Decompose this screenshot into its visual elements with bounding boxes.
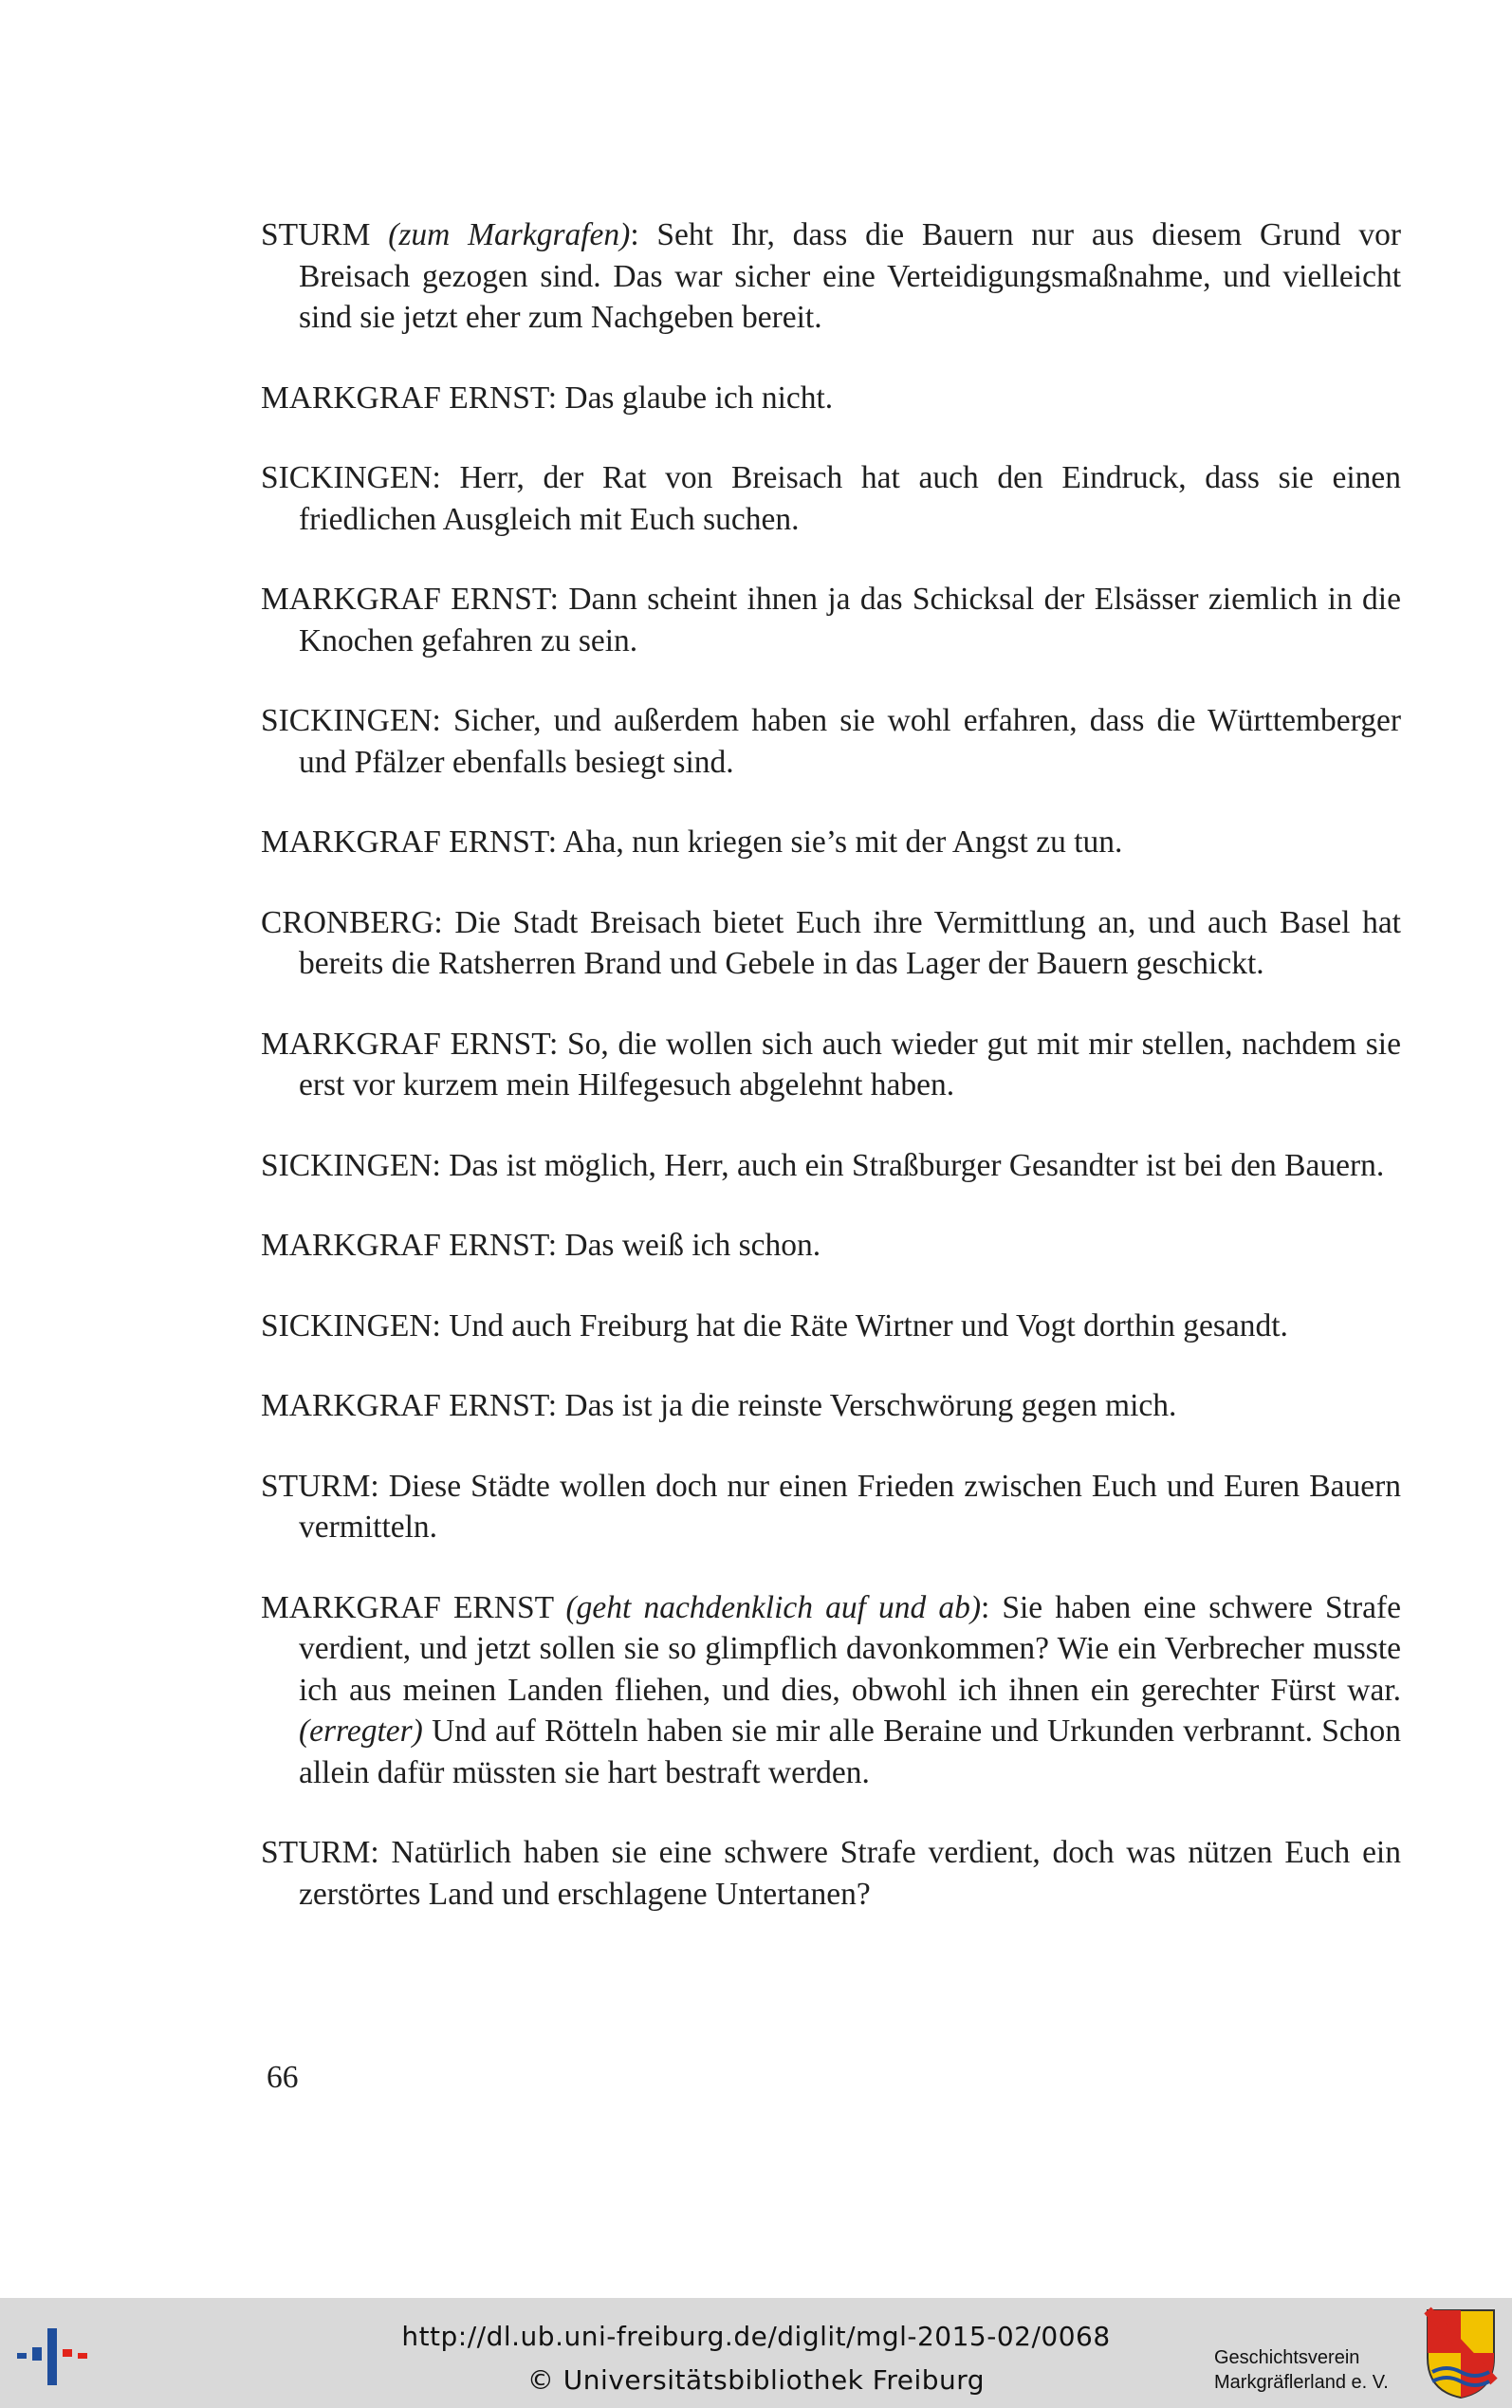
speaker-name: SICKINGEN [261, 703, 433, 738]
paragraph [261, 1306, 1401, 1347]
paragraph [261, 1024, 1401, 1106]
dialogue-line: : Seht Ihr, dass die Bauern nur aus diesem Grund vor Breisach gezogen sind. Das war sicher eine Verteidigungsmaßnahme, und vielleicht sind sie jetzt eher zum Nachgeben bereit. [299, 217, 1401, 335]
speaker-name: MARKGRAF ERNST [261, 1026, 550, 1062]
stage-direction: (erregter) [299, 1713, 423, 1749]
coat-of-arms-icon [1423, 2306, 1499, 2400]
society-name [1214, 2345, 1423, 2395]
speaker-name: MARKGRAF ERNST [261, 824, 548, 860]
paragraph [261, 214, 1401, 339]
speaker-name: CRONBERG [261, 904, 434, 940]
footer-bar [0, 2298, 1512, 2408]
speaker-name: STURM [261, 1835, 371, 1870]
dialogue-line: : Herr, der Rat von Breisach hat auch den Eindruck, dass sie einen friedlichen Ausgleich mit Euch suchen. [299, 460, 1401, 537]
paragraph [261, 700, 1401, 783]
stage-direction: (geht nachdenklich auf und ab) [565, 1589, 981, 1625]
paragraph [261, 378, 1401, 419]
paragraph [261, 1225, 1401, 1267]
speaker-name: STURM [261, 1468, 371, 1504]
dialogue-line: : Das ist ja die reinste Verschwörung gegen mich. [547, 1388, 1177, 1423]
dialogue-line: : Natürlich haben sie eine schwere Strafe verdient, doch was nützen Euch ein zerstörtes Land und erschlagene Untertanen? [299, 1835, 1401, 1912]
speaker-name: SICKINGEN [261, 1147, 433, 1183]
speaker-name: MARKGRAF ERNST [261, 380, 548, 416]
paragraph [261, 1385, 1401, 1427]
stage-direction: (zum Markgrafen) [388, 217, 631, 252]
dialogue-line: : Dann scheint ihnen ja das Schicksal der Elsässer ziemlich in die Knochen gefahren zu sein. [299, 582, 1401, 658]
paragraph [261, 1832, 1401, 1915]
speaker-name: MARKGRAF ERNST [261, 1388, 548, 1423]
paragraph [261, 902, 1401, 985]
dialogue-line: : Die Stadt Breisach bietet Euch ihre Vermittlung an, und auch Basel hat bereits die Ratsherren Brand und Gebele in das Lager der Bauern geschickt. [299, 904, 1401, 981]
dialogue-line: : Und auch Freiburg hat die Räte Wirtner und Vogt dorthin gesandt. [432, 1307, 1288, 1343]
paragraph [261, 1466, 1401, 1548]
paragraph [261, 1587, 1401, 1794]
speaker-name: MARKGRAF ERNST [261, 1228, 548, 1263]
dialogue-line: Und auf Rötteln haben sie mir alle Beraine und Urkunden verbrannt. Schon allein dafür müssten sie hart bestraft werden. [299, 1713, 1401, 1790]
dialogue-line: : Das ist möglich, Herr, auch ein Straßburger Gesandter ist bei den Bauern. [432, 1147, 1385, 1183]
society-line: Markgräflerland e. V. [1214, 2372, 1389, 2393]
dialogue-line: : Das weiß ich schon. [547, 1228, 821, 1263]
speaker-name: STURM [261, 217, 371, 252]
paragraph [261, 822, 1401, 863]
page-number: 66 [267, 2060, 299, 2095]
permalink-url[interactable]: http://dl.ub.uni-freiburg.de/diglit/mgl-2015-02/0068 [401, 2321, 1111, 2352]
speaker-name: MARKGRAF ERNST [261, 582, 550, 617]
dialogue-line: : Sicher, und außerdem haben sie wohl erfahren, dass die Württemberger und Pfälzer ebenfalls besiegt sind. [299, 703, 1401, 780]
dialogue-line: : Sie haben eine schwere Strafe verdient, und jetzt sollen sie so glimpflich davonkommen? Wie ein Verbrecher musste ich aus meinen Landen fliehen, und dies, obwohl ich ihnen ein gerechter Fürst war. [299, 1589, 1401, 1708]
dialogue-text [261, 214, 1401, 1954]
speaker-name: SICKINGEN [261, 460, 433, 495]
paragraph [261, 1145, 1401, 1187]
society-line: Geschichtsverein [1214, 2347, 1360, 2368]
speaker-name: MARKGRAF ERNST [261, 1589, 554, 1625]
paragraph [261, 457, 1401, 540]
speaker-name: SICKINGEN [261, 1307, 433, 1343]
paragraph [261, 579, 1401, 661]
dialogue-line: : Aha, nun kriegen sie’s mit der Angst zu tun. [547, 824, 1123, 860]
copyright-notice: © Universitätsbibliothek Freiburg [526, 2364, 986, 2396]
dialogue-line: : So, die wollen sich auch wieder gut mit mir stellen, nachdem sie erst vor kurzem mein Hilfegesuch abgelehnt haben. [299, 1026, 1401, 1102]
dialogue-line: : Das glaube ich nicht. [547, 380, 834, 416]
dialogue-line: : Diese Städte wollen doch nur einen Frieden zwischen Euch und Euren Bauern vermitteln. [299, 1468, 1401, 1545]
